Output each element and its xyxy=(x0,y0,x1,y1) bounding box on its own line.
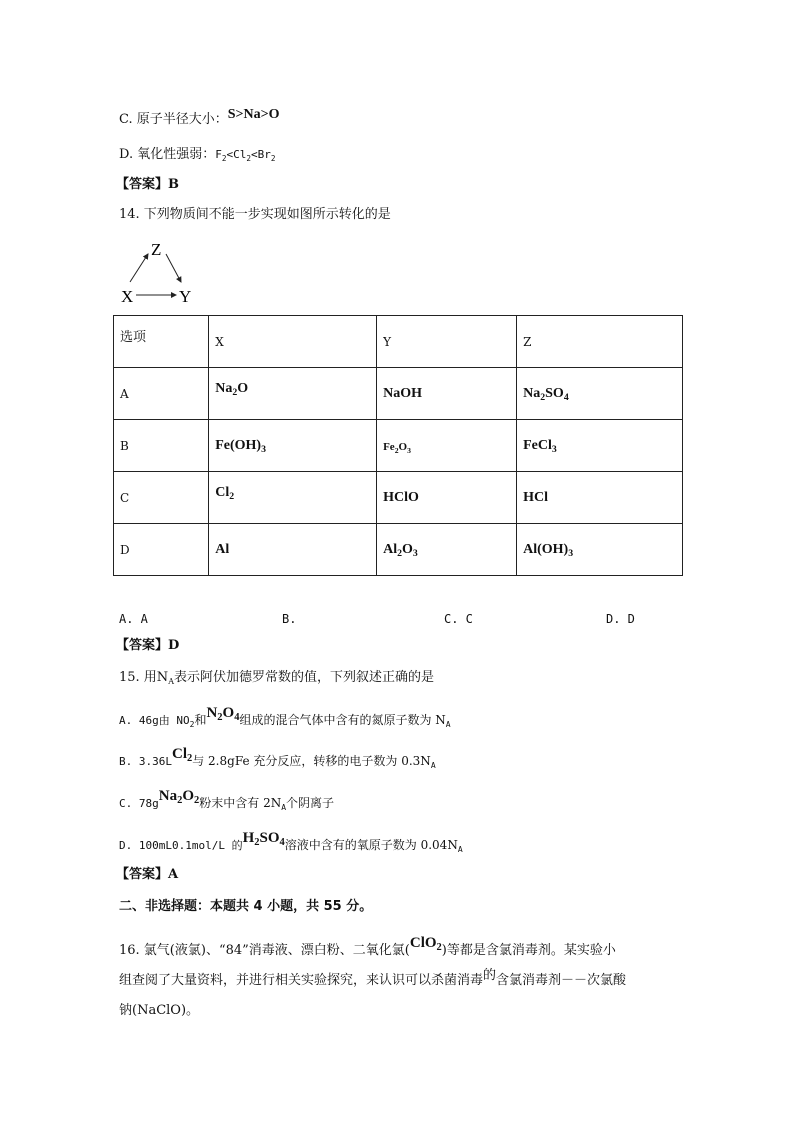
q14-choice-a: A. A xyxy=(119,612,148,626)
q15-c-formula: $Na_2O_2$ xyxy=(158,788,200,806)
cell-x: $Fe(OH)_3$ xyxy=(209,420,377,472)
row-label: D xyxy=(114,524,209,576)
q15-option-b: B. 3.36LCl$_2$与 2.8gFe 充分反应，转移的电子数为 $0.3N_A$ xyxy=(119,746,436,770)
q16-line-2: 组查阅了大量资料，并进行相关实验探究，来认识可以杀菌消毒的含氯消毒剂－－次氯酸 xyxy=(119,968,627,988)
diagram-x-label: X xyxy=(121,287,134,306)
q13-option-c-formula: S>Na>O xyxy=(227,107,280,122)
section-2-heading: 二、非选择题：本题共 4 小题，共 55 分。 xyxy=(119,899,373,914)
cell-x: Al xyxy=(209,524,377,576)
q16-line-3: 钠(NaClO)。 xyxy=(119,1003,200,1018)
table-row xyxy=(114,524,683,576)
q15-d-formula: $H_2SO_4$ xyxy=(242,830,285,848)
q16-formula: ClO$_2$ xyxy=(409,935,442,953)
q13-option-d xyxy=(119,146,276,164)
q15-a-formula: $N_2O_4$ xyxy=(206,705,240,723)
arrow-z-to-y xyxy=(166,254,181,282)
q16-line-1: 16. 氯气(液氯)、“84”消毒液、漂白粉、二氧化氯(ClO$_2$)等都是含氯消毒剂。某实验小 xyxy=(119,935,616,958)
q15-option-a: A. 46g由 $NO_2$和$N_2O_4$组成的混合气体中含有的氮原子数为 $N_A$ xyxy=(119,705,451,729)
cell-z: $Na_2SO_4$ xyxy=(517,368,683,420)
row-label: C xyxy=(114,472,209,524)
q15-stem: 15. 用$N_A$表示阿伏加德罗常数的值，下列叙述正确的是 xyxy=(119,670,434,686)
q15-option-c: C. $78gNa_2O_2$粉末中含有 $2N_A$个阴离子 xyxy=(119,788,335,812)
q13-option-d-prefix: D. 氧化性强弱： xyxy=(119,147,216,162)
cell-x: $Na_2O$ xyxy=(209,368,377,420)
table-row xyxy=(114,368,683,420)
q15-b-formula: $Cl_2$ xyxy=(171,746,193,764)
row-label: A xyxy=(114,368,209,420)
table-header-row xyxy=(114,316,683,368)
cell-x: $Cl_2$ xyxy=(209,472,377,524)
cell-z: HCl xyxy=(517,472,683,524)
cell-y: HClO xyxy=(377,472,517,524)
q13-answer: 【答案】B xyxy=(116,177,179,192)
conversion-diagram xyxy=(118,238,198,306)
header-x: X xyxy=(209,316,377,368)
cell-y: $Al_2O_3$ xyxy=(377,524,517,576)
options-table xyxy=(113,315,683,576)
cell-y: $Fe_2O_3$ xyxy=(377,420,517,472)
cell-z: $Al(OH)_3$ xyxy=(517,524,683,576)
row-label: B xyxy=(114,420,209,472)
cell-z: FeCl$_3$ xyxy=(517,420,683,472)
q14-choice-b: B. xyxy=(282,612,297,626)
header-y: Y xyxy=(377,316,517,368)
header-z: Z xyxy=(517,316,683,368)
q14-stem: 14. 下列物质间不能一步实现如图所示转化的是 xyxy=(119,207,391,222)
arrow-x-to-z xyxy=(130,254,148,282)
table-row xyxy=(114,472,683,524)
diagram-y-label: Y xyxy=(179,287,192,306)
conversion-diagram-svg xyxy=(118,238,198,306)
q14-choice-c: C. C xyxy=(444,612,473,626)
header-option: 选项 xyxy=(114,316,209,368)
diagram-z-label: Z xyxy=(151,240,162,259)
q13-option-c-prefix: C. 原子半径大小： xyxy=(119,112,228,127)
q15-option-d: D. 100mL0.1mol/L 的$H_2SO_4$溶液中含有的氧原子数为 $0.04N_A$ xyxy=(119,830,463,854)
table-row xyxy=(114,420,683,472)
q14-answer: 【答案】D xyxy=(116,638,180,653)
q14-choice-d: D. D xyxy=(606,612,635,626)
q13-option-d-formula: $F_2<Cl_2<Br_2$ xyxy=(215,148,276,163)
q13-option-c xyxy=(119,107,280,129)
q15-answer: 【答案】A xyxy=(116,867,179,882)
cell-y: NaOH xyxy=(377,368,517,420)
